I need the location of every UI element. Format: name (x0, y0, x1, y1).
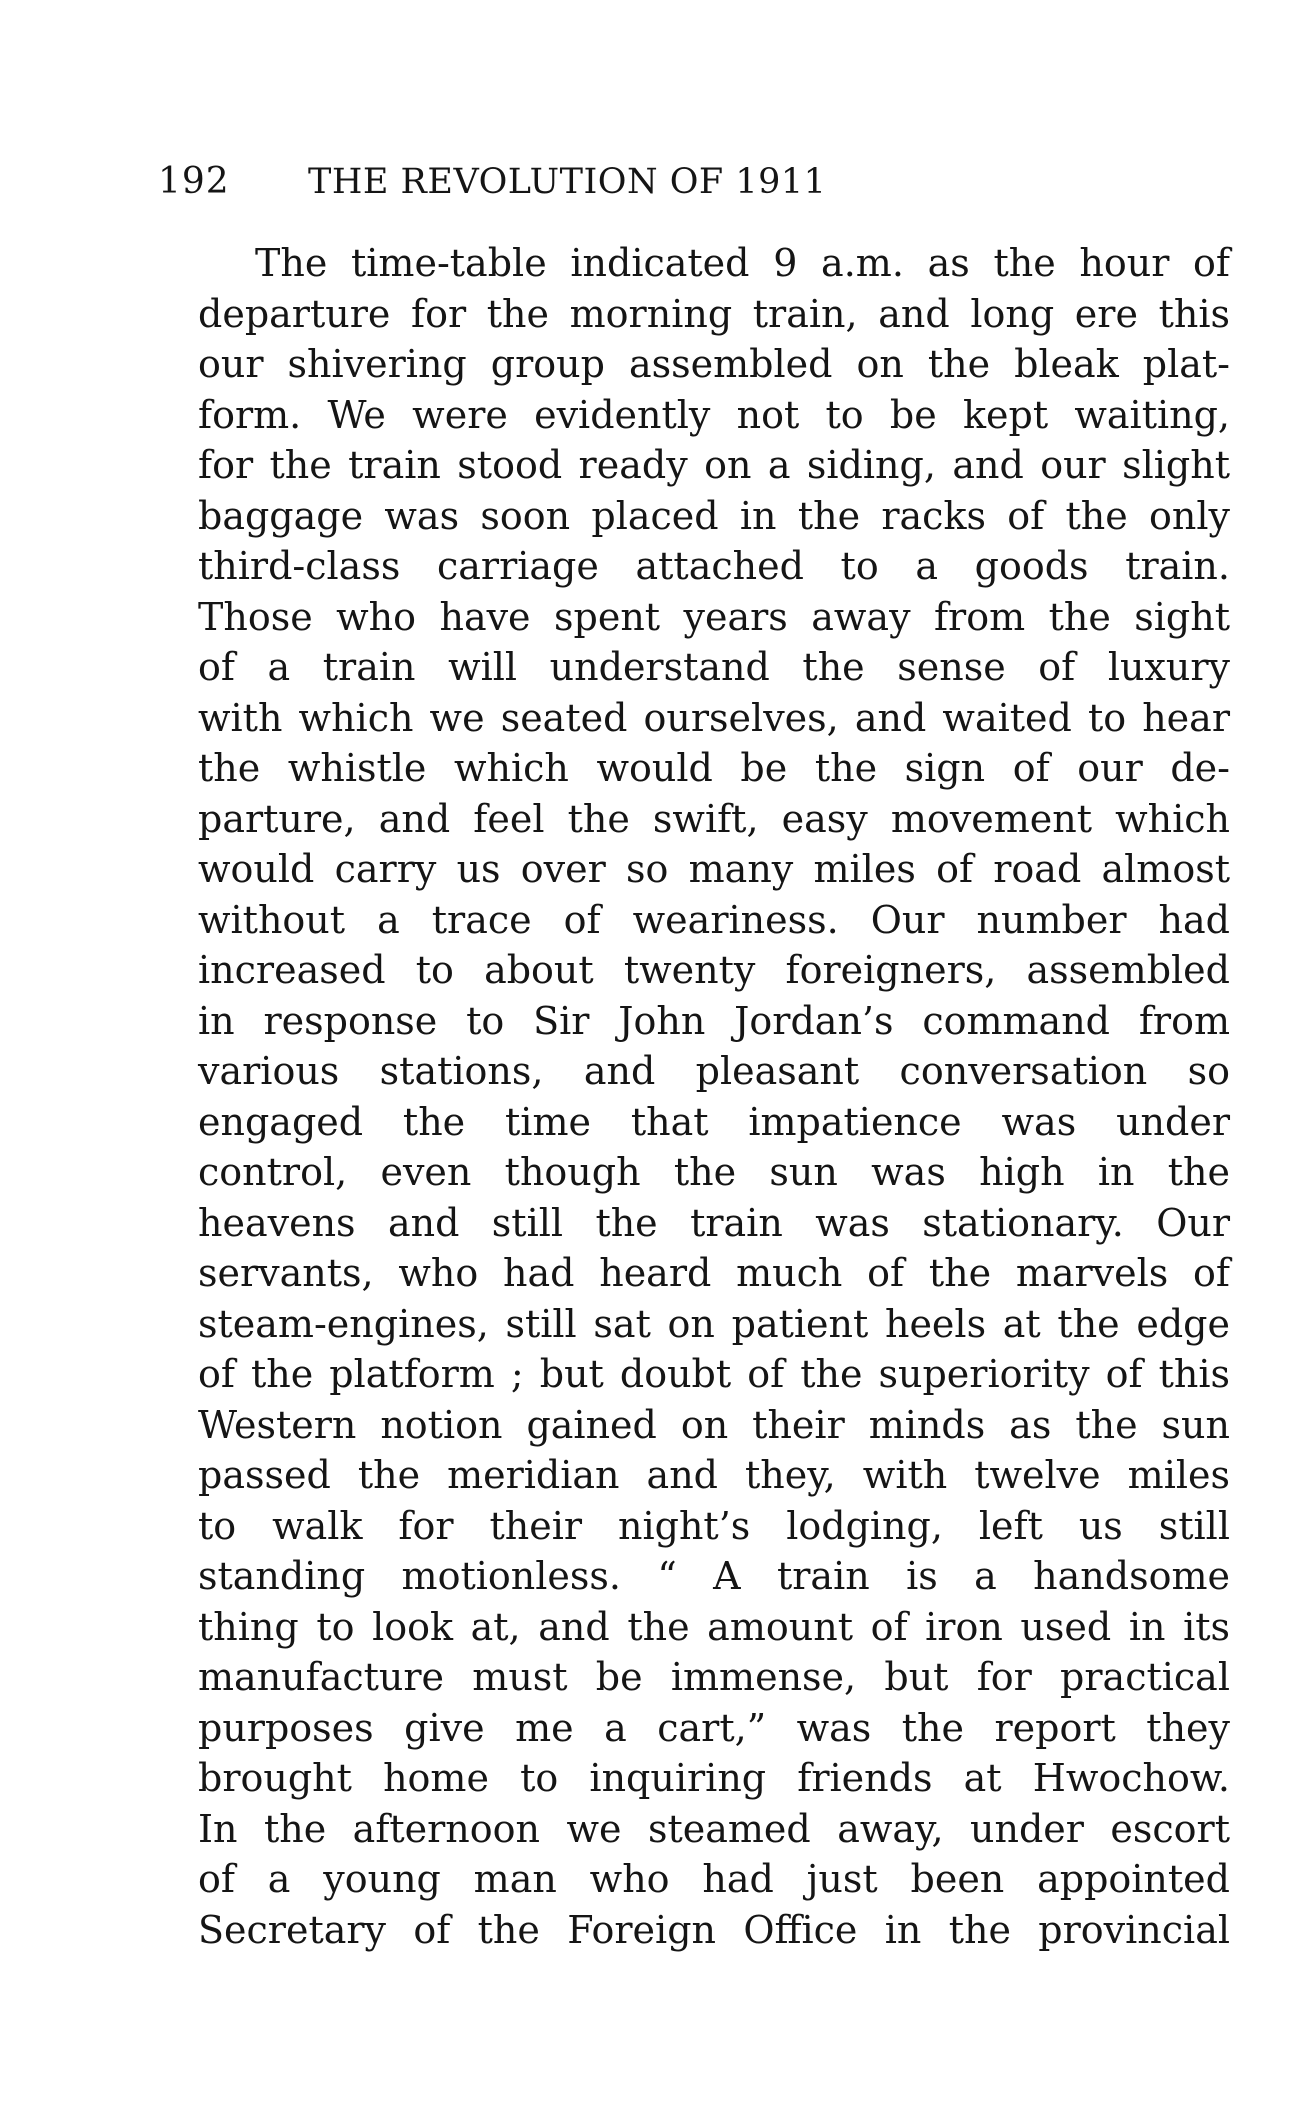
text-line: control, even though the sun was high in the (198, 1150, 1230, 1194)
text-line: servants, who had heard much of the marvels of (198, 1251, 1230, 1295)
text-line: for the train stood ready on a siding, and our slight (198, 443, 1230, 487)
page-number: 192 (158, 161, 230, 202)
text-line: The time-table indicated 9 a.m. as the hour of (255, 241, 1230, 285)
text-line: the whistle which would be the sign of our de- (198, 746, 1230, 790)
text-line: form. We were evidently not to be kept waiting, (198, 392, 1230, 437)
text-line: to walk for their night’s lodging, left us still (198, 1503, 1230, 1548)
text-line: with which we seated ourselves, and waited to hear (198, 695, 1230, 740)
text-line: of a train will understand the sense of luxury (198, 645, 1230, 689)
text-line: In the afternoon we steamed away, under escort (198, 1806, 1230, 1851)
text-line: heavens and still the train was stationary. Our (198, 1200, 1230, 1245)
text-line: various stations, and pleasant conversation so (198, 1049, 1230, 1093)
body-text (198, 238, 1230, 1955)
text-line: departure for the morning train, and long ere this (198, 291, 1230, 336)
text-line: of a young man who had just been appointed (198, 1857, 1230, 1901)
text-line: third-class carriage attached to a goods train. (198, 544, 1230, 588)
text-line: our shivering group assembled on the bleak plat- (198, 342, 1230, 386)
text-line: would carry us over so many miles of road almost (198, 847, 1230, 891)
text-line: Secretary of the Foreign Office in the provincial (198, 1907, 1230, 1952)
text-line: baggage was soon placed in the racks of the only (198, 493, 1230, 538)
text-line: manufacture must be immense, but for practical (198, 1655, 1230, 1699)
running-title: THE REVOLUTION OF 1911 (308, 162, 827, 202)
text-line: standing motionless. “ A train is a handsome (198, 1554, 1230, 1598)
text-line: steam-engines, still sat on patient heels at the edge (198, 1301, 1230, 1346)
text-line: Western notion gained on their minds as the sun (198, 1402, 1230, 1447)
text-line: thing to look at, and the amount of iron used in its (198, 1604, 1230, 1649)
text-line: in response to Sir John Jordan’s command from (198, 998, 1230, 1043)
text-line: increased to about twenty foreigners, assembled (198, 948, 1230, 992)
text-line: purposes give me a cart,” was the report they (198, 1705, 1230, 1750)
text-line: brought home to inquiring friends at Hwochow. (198, 1756, 1230, 1800)
text-line: without a trace of weariness. Our number had (198, 897, 1230, 942)
text-line: passed the meridian and they, with twelve miles (198, 1453, 1230, 1497)
text-line: parture, and feel the swift, easy movement which (198, 796, 1230, 841)
text-line: Those who have spent years away from the sight (198, 594, 1230, 639)
text-line: of the platform ; but doubt of the superiority of this (198, 1352, 1230, 1396)
text-line: engaged the time that impatience was under (198, 1099, 1230, 1144)
page-header (158, 152, 1158, 212)
